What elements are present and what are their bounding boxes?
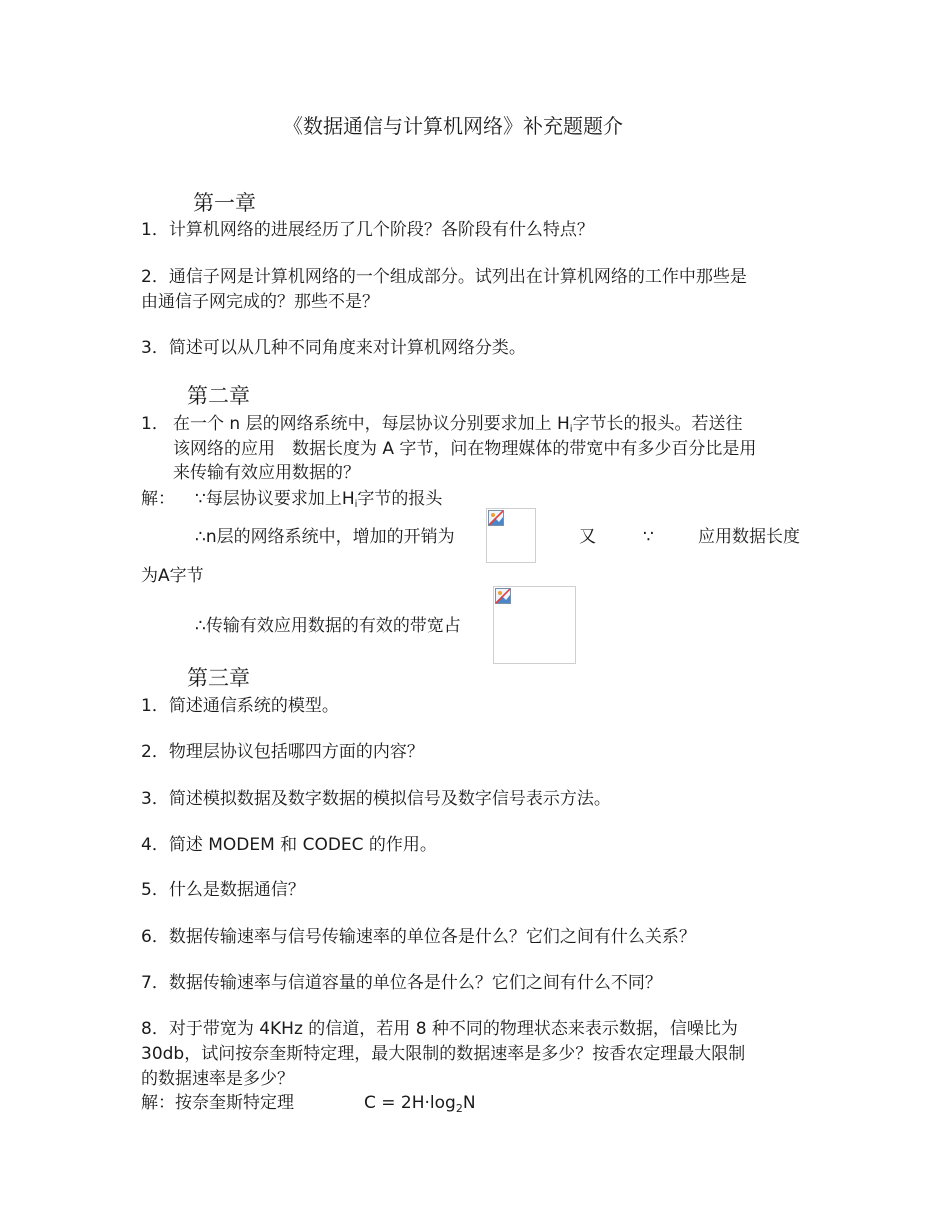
ch2-solution-line-1 (195, 489, 442, 509)
ch2-solution-line-2: ∴n层的网络系统中，增加的开销为 (195, 527, 455, 547)
formula-text-b: N (462, 1093, 476, 1113)
ch3-question-4: 4．简述 MODEM 和 CODEC 的作用。 (141, 835, 437, 855)
ch2-solution-line-4: ∴传输有效应用数据的有效的带宽占 (195, 616, 461, 636)
ch2-sol-subscript: i (354, 499, 358, 510)
formula-subscript: 2 (455, 1102, 463, 1115)
overhead-formula-image (486, 508, 536, 563)
ch2-question-1-line-3: 来传输有效应用数据的？ (173, 463, 360, 483)
broken-image-icon (488, 510, 504, 526)
ch3-question-7: 7．数据传输速率与信道容量的单位各是什么？它们之间有什么不同？ (141, 973, 662, 993)
ch2-question-1-line-2: 该网络的应用 数据长度为 A 字节，问在物理媒体的带宽中有多少百分比是用 (173, 439, 757, 459)
ch1-question-1: 1．计算机网络的进展经历了几个阶段？各阶段有什么特点？ (141, 220, 594, 240)
chapter-1-heading: 第一章 (193, 191, 256, 215)
ch3-question-1: 1．简述通信系统的模型。 (141, 696, 339, 716)
ch2-q1-text-b: 字节长的报头。若送往 (572, 414, 743, 434)
ch2-q1-subscript: i (569, 424, 573, 435)
bandwidth-formula-image (493, 586, 576, 664)
ch1-question-2-line-1: 2．通信子网是计算机网络的一个组成部分。试列出在计算机网络的工作中那些是 (141, 267, 747, 287)
broken-image-icon (495, 588, 511, 604)
ch2-solution-line-3: 为A字节 (141, 566, 204, 586)
ch3-question-8-line-1: 8．对于带宽为 4KHz 的信道，若用 8 种不同的物理状态来表示数据，信噪比为 (141, 1019, 738, 1039)
ch2-solution-because: ∵ (643, 527, 654, 547)
ch2-q1-text-a: 在一个 n 层的网络系统中，每层协议分别要求加上 H (173, 414, 570, 434)
chapter-3-heading: 第三章 (187, 666, 250, 690)
ch3-solution-label: 解：按奈奎斯特定理 (141, 1093, 294, 1113)
ch3-question-3: 3．简述模拟数据及数字数据的模拟信号及数字信号表示方法。 (141, 789, 611, 809)
formula-text-a: C = 2H·log (364, 1093, 456, 1113)
ch1-question-2-line-2: 由通信子网完成的？那些不是？ (141, 292, 379, 312)
ch2-sol-text-a: ∵每层协议要求加上H (195, 489, 355, 509)
document-title: 《数据通信与计算机网络》补充题题介 (283, 114, 623, 138)
ch1-question-3: 3．简述可以从几种不同角度来对计算机网络分类。 (141, 338, 526, 358)
ch3-question-8-line-3: 的数据速率是多少？ (141, 1069, 294, 1089)
ch2-question-1-line-1 (173, 414, 743, 434)
ch3-question-6: 6．数据传输速率与信号传输速率的单位各是什么？它们之间有什么关系？ (141, 927, 696, 947)
ch2-question-1-number: 1． (141, 414, 169, 434)
nyquist-formula (364, 1093, 476, 1113)
ch2-solution-you: 又 (579, 527, 596, 547)
ch2-solution-app-length: 应用数据长度 (698, 527, 800, 547)
chapter-2-heading: 第二章 (187, 384, 250, 408)
ch3-question-2: 2．物理层协议包括哪四方面的内容？ (141, 742, 424, 762)
ch3-question-5: 5．什么是数据通信？ (141, 880, 305, 900)
ch2-solution-label: 解： (141, 489, 175, 509)
ch2-sol-text-b: 字节的报头 (357, 489, 443, 509)
ch3-question-8-line-2: 30db，试问按奈奎斯特定理，最大限制的数据速率是多少？按香农定理最大限制 (141, 1044, 746, 1064)
